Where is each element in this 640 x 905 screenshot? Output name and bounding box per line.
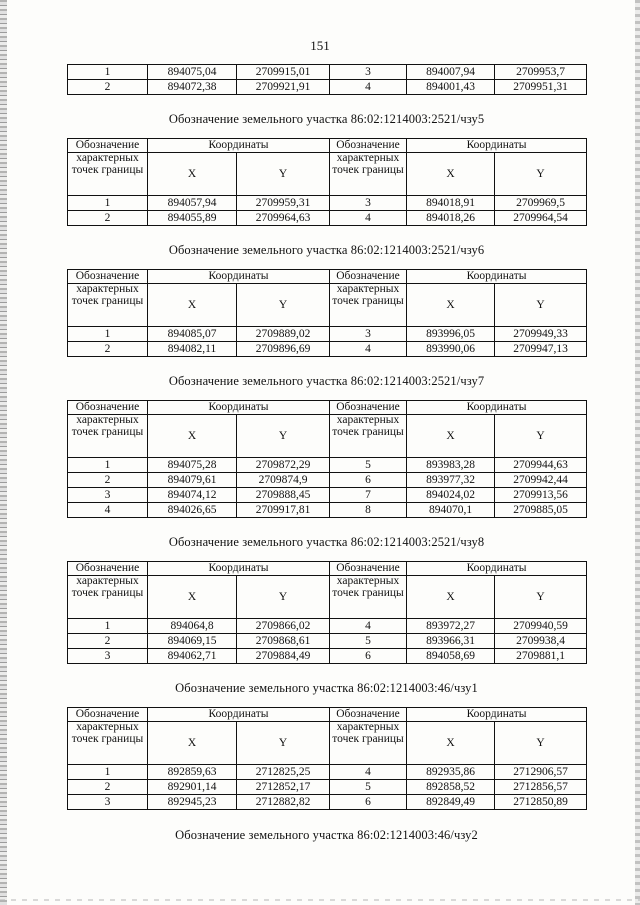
y-value: 2712825,25 <box>237 765 330 780</box>
y-value: 2709969,5 <box>495 196 587 211</box>
header-row <box>68 576 587 619</box>
section-title: Обозначение земельного участка 86:02:1214003:2521/чзу5 <box>168 112 485 126</box>
point-number: 4 <box>68 503 148 518</box>
designation-subheader: характерных точек границы <box>330 576 407 619</box>
point-number: 1 <box>68 458 148 473</box>
designation-subheader: характерных точек границы <box>68 415 148 458</box>
x-value: 894057,94 <box>148 196 237 211</box>
x-value: 894069,15 <box>148 634 237 649</box>
y-header: Y <box>495 284 587 327</box>
point-number: 3 <box>68 795 148 810</box>
designation-header: Обозначение <box>330 270 407 284</box>
table-row <box>68 765 587 780</box>
y-value: 2709964,63 <box>237 211 330 226</box>
designation-header: Обозначение <box>68 401 148 415</box>
table-row <box>68 634 587 649</box>
point-number: 4 <box>330 211 407 226</box>
page-number: 151 <box>310 38 330 53</box>
scan-edge-right <box>635 0 640 905</box>
y-value: 2712882,82 <box>237 795 330 810</box>
x-header: X <box>407 576 495 619</box>
designation-header: Обозначение <box>68 270 148 284</box>
point-number: 6 <box>330 473 407 488</box>
point-number: 3 <box>68 649 148 664</box>
y-header: Y <box>237 153 330 196</box>
y-value: 2709874,9 <box>237 473 330 488</box>
point-number: 3 <box>330 196 407 211</box>
x-header: X <box>148 415 237 458</box>
designation-subheader: характерных точек границы <box>330 153 407 196</box>
y-value: 2712852,17 <box>237 780 330 795</box>
header-row <box>68 722 587 765</box>
designation-subheader: характерных точек границы <box>330 722 407 765</box>
coordinates-header: Координаты <box>148 401 330 415</box>
point-number: 6 <box>330 649 407 664</box>
x-value: 894070,1 <box>407 503 495 518</box>
point-number: 4 <box>330 619 407 634</box>
point-number: 5 <box>330 634 407 649</box>
point-number: 2 <box>68 473 148 488</box>
x-value: 894064,8 <box>148 619 237 634</box>
point-number: 6 <box>330 795 407 810</box>
y-value: 2709951,31 <box>495 80 587 95</box>
x-value: 892849,49 <box>407 795 495 810</box>
x-value: 894074,12 <box>148 488 237 503</box>
section-title: Обозначение земельного участка 86:02:1214003:46/чзу1 <box>175 681 478 695</box>
y-value: 2709917,81 <box>237 503 330 518</box>
y-header: Y <box>237 284 330 327</box>
y-value: 2709959,31 <box>237 196 330 211</box>
x-header: X <box>148 576 237 619</box>
table-row <box>68 619 587 634</box>
x-value: 893972,27 <box>407 619 495 634</box>
x-value: 893983,28 <box>407 458 495 473</box>
x-value: 892858,52 <box>407 780 495 795</box>
y-value: 2709866,02 <box>237 619 330 634</box>
y-value: 2709921,91 <box>237 80 330 95</box>
designation-subheader: характерных точек границы <box>330 284 407 327</box>
table-row <box>68 342 587 357</box>
x-value: 893977,32 <box>407 473 495 488</box>
table-row <box>68 211 587 226</box>
x-value: 894082,11 <box>148 342 237 357</box>
x-value: 894018,91 <box>407 196 495 211</box>
designation-header: Обозначение <box>68 139 148 153</box>
scan-edge-bottom <box>0 899 640 901</box>
y-header: Y <box>237 576 330 619</box>
x-value: 892935,86 <box>407 765 495 780</box>
y-value: 2709964,54 <box>495 211 587 226</box>
x-value: 894001,43 <box>407 80 495 95</box>
y-header: Y <box>495 576 587 619</box>
coordinates-header: Координаты <box>407 708 587 722</box>
y-value: 2709888,45 <box>237 488 330 503</box>
y-value: 2709953,7 <box>495 65 587 80</box>
y-value: 2709872,29 <box>237 458 330 473</box>
x-value: 894018,26 <box>407 211 495 226</box>
y-header: Y <box>237 722 330 765</box>
table-row <box>68 649 587 664</box>
point-number: 1 <box>68 196 148 211</box>
point-number: 2 <box>68 211 148 226</box>
header-row <box>68 139 587 153</box>
header-row <box>68 153 587 196</box>
coordinates-header: Координаты <box>407 139 587 153</box>
header-row <box>68 708 587 722</box>
coordinates-header: Координаты <box>148 270 330 284</box>
x-value: 894075,28 <box>148 458 237 473</box>
coordinates-table <box>67 561 587 664</box>
x-value: 894075,04 <box>148 65 237 80</box>
x-header: X <box>407 415 495 458</box>
y-header: Y <box>237 415 330 458</box>
y-value: 2709885,05 <box>495 503 587 518</box>
y-value: 2709868,61 <box>237 634 330 649</box>
section-title: Обозначение земельного участка 86:02:1214003:2521/чзу8 <box>168 535 485 549</box>
designation-header: Обозначение <box>68 708 148 722</box>
table-row <box>68 80 587 95</box>
x-value: 894085,07 <box>148 327 237 342</box>
point-number: 1 <box>68 327 148 342</box>
y-value: 2712856,57 <box>495 780 587 795</box>
table-row <box>68 327 587 342</box>
designation-header: Обозначение <box>330 562 407 576</box>
continuation-table <box>67 64 587 95</box>
header-row <box>68 415 587 458</box>
header-row <box>68 270 587 284</box>
point-number: 1 <box>68 619 148 634</box>
table-row <box>68 780 587 795</box>
coordinates-header: Координаты <box>407 562 587 576</box>
x-header: X <box>407 722 495 765</box>
x-header: X <box>148 722 237 765</box>
table-row <box>68 473 587 488</box>
designation-header: Обозначение <box>330 139 407 153</box>
y-value: 2709940,59 <box>495 619 587 634</box>
coordinates-table <box>67 400 587 518</box>
x-value: 892945,23 <box>148 795 237 810</box>
table-row <box>68 503 587 518</box>
point-number: 1 <box>68 765 148 780</box>
section-title-trailing: Обозначение земельного участка 86:02:1214003:46/чзу2 <box>175 828 478 842</box>
point-number: 1 <box>68 65 148 80</box>
coordinates-header: Координаты <box>407 401 587 415</box>
y-header: Y <box>495 153 587 196</box>
y-value: 2709944,63 <box>495 458 587 473</box>
point-number: 3 <box>330 327 407 342</box>
y-value: 2709942,44 <box>495 473 587 488</box>
point-number: 2 <box>68 342 148 357</box>
section-title: Обозначение земельного участка 86:02:1214003:2521/чзу7 <box>168 374 485 388</box>
document-body <box>67 64 586 854</box>
designation-header: Обозначение <box>68 562 148 576</box>
x-value: 893966,31 <box>407 634 495 649</box>
y-value: 2709896,69 <box>237 342 330 357</box>
designation-header: Обозначение <box>330 401 407 415</box>
x-value: 894062,71 <box>148 649 237 664</box>
x-value: 894024,02 <box>407 488 495 503</box>
x-value: 892901,14 <box>148 780 237 795</box>
table-row <box>68 488 587 503</box>
point-number: 4 <box>330 765 407 780</box>
point-number: 2 <box>68 634 148 649</box>
y-value: 2709913,56 <box>495 488 587 503</box>
x-value: 893990,06 <box>407 342 495 357</box>
point-number: 3 <box>330 65 407 80</box>
designation-subheader: характерных точек границы <box>330 415 407 458</box>
scan-edge-left <box>0 0 7 905</box>
x-header: X <box>407 284 495 327</box>
y-value: 2709889,02 <box>237 327 330 342</box>
designation-subheader: характерных точек границы <box>68 284 148 327</box>
y-value: 2709938,4 <box>495 634 587 649</box>
coordinates-table <box>67 269 587 357</box>
x-value: 893996,05 <box>407 327 495 342</box>
table-row <box>68 65 587 80</box>
y-value: 2709881,1 <box>495 649 587 664</box>
point-number: 7 <box>330 488 407 503</box>
coordinates-header: Координаты <box>407 270 587 284</box>
x-value: 894058,69 <box>407 649 495 664</box>
y-header: Y <box>495 722 587 765</box>
y-value: 2709915,01 <box>237 65 330 80</box>
designation-header: Обозначение <box>330 708 407 722</box>
x-header: X <box>148 153 237 196</box>
x-value: 894079,61 <box>148 473 237 488</box>
point-number: 5 <box>330 458 407 473</box>
designation-subheader: характерных точек границы <box>68 576 148 619</box>
y-value: 2709949,33 <box>495 327 587 342</box>
x-value: 894055,89 <box>148 211 237 226</box>
point-number: 5 <box>330 780 407 795</box>
x-value: 892859,63 <box>148 765 237 780</box>
coordinates-header: Координаты <box>148 562 330 576</box>
table-row <box>68 458 587 473</box>
section-title: Обозначение земельного участка 86:02:1214003:2521/чзу6 <box>168 243 485 257</box>
point-number: 8 <box>330 503 407 518</box>
header-row <box>68 284 587 327</box>
coordinates-table <box>67 138 587 226</box>
x-value: 894072,38 <box>148 80 237 95</box>
x-header: X <box>148 284 237 327</box>
y-value: 2709884,49 <box>237 649 330 664</box>
table-row <box>68 196 587 211</box>
point-number: 2 <box>68 80 148 95</box>
x-header: X <box>407 153 495 196</box>
y-value: 2712906,57 <box>495 765 587 780</box>
x-value: 894026,65 <box>148 503 237 518</box>
header-row <box>68 562 587 576</box>
coordinates-header: Координаты <box>148 708 330 722</box>
designation-subheader: характерных точек границы <box>68 153 148 196</box>
point-number: 3 <box>68 488 148 503</box>
point-number: 4 <box>330 80 407 95</box>
designation-subheader: характерных точек границы <box>68 722 148 765</box>
point-number: 4 <box>330 342 407 357</box>
x-value: 894007,94 <box>407 65 495 80</box>
header-row <box>68 401 587 415</box>
table-row <box>68 795 587 810</box>
coordinates-table <box>67 707 587 810</box>
coordinates-header: Координаты <box>148 139 330 153</box>
y-header: Y <box>495 415 587 458</box>
y-value: 2712850,89 <box>495 795 587 810</box>
point-number: 2 <box>68 780 148 795</box>
y-value: 2709947,13 <box>495 342 587 357</box>
